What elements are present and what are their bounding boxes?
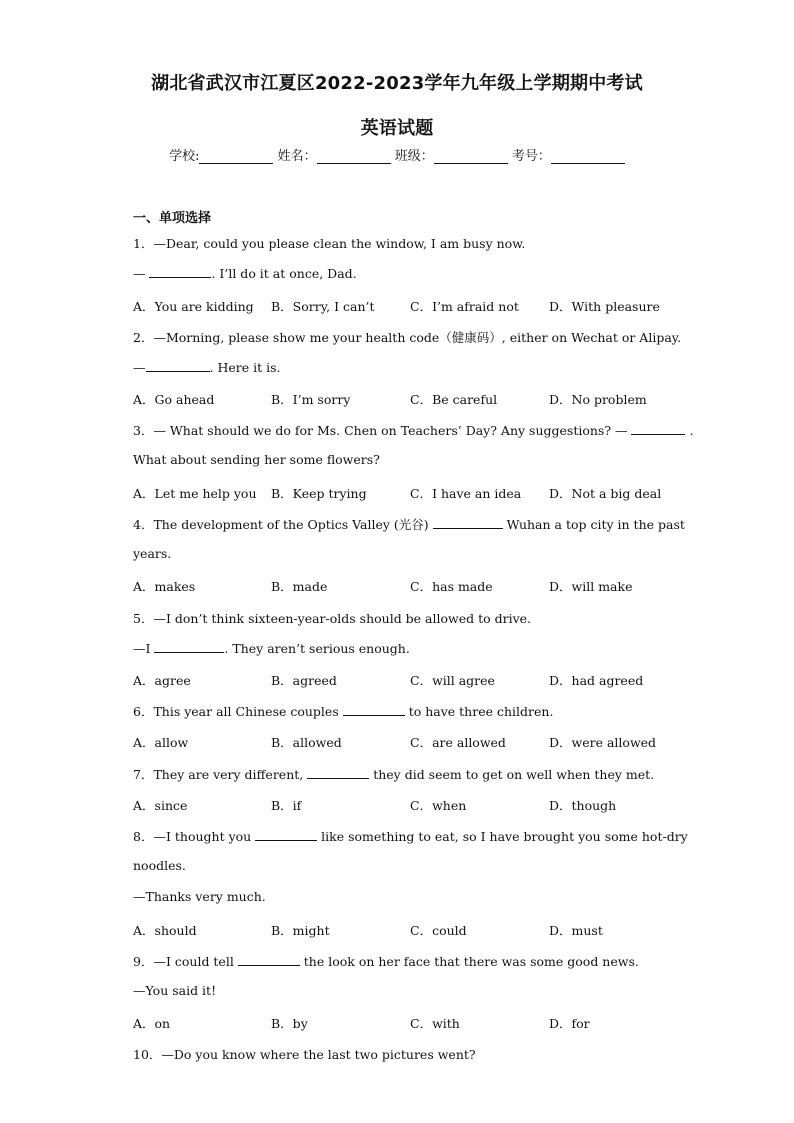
option-c[interactable]: C．I have an idea — [410, 486, 522, 501]
option-a[interactable]: A．agree — [133, 673, 191, 688]
number-label: 考号： — [511, 149, 551, 164]
option-b[interactable]: B．I’m sorry — [271, 392, 351, 407]
answer-blank — [146, 359, 210, 372]
answer-blank — [433, 516, 503, 529]
option-b[interactable]: B．Keep trying — [271, 486, 367, 501]
option-b[interactable]: B．allowed — [271, 735, 342, 750]
option-d[interactable]: D．must — [549, 923, 603, 938]
question-line: 7．They are very different, they did seem to get on well when they met. — [133, 767, 655, 782]
option-b[interactable]: B．agreed — [271, 673, 337, 688]
option-c[interactable]: C．with — [410, 1016, 460, 1031]
option-a[interactable]: A．You are kidding — [133, 299, 254, 314]
question-line: noodles. — [133, 858, 186, 873]
option-c[interactable]: C．are allowed — [410, 735, 506, 750]
option-a[interactable]: A．should — [133, 923, 197, 938]
question-line: 9．—I could tell the look on her face that there was some good news. — [133, 954, 639, 969]
question-line: 8．—I thought you like something to eat, so I have brought you some hot-dry — [133, 829, 688, 844]
answer-blank — [238, 953, 300, 966]
option-b[interactable]: B．by — [271, 1016, 308, 1031]
question-line: 6．This year all Chinese couples to have three children. — [133, 704, 554, 719]
question-line: —I . They aren’t serious enough. — [133, 641, 410, 656]
option-a[interactable]: A．since — [133, 798, 188, 813]
option-a[interactable]: A．Go ahead — [133, 392, 215, 407]
name-field[interactable] — [317, 150, 391, 164]
question-line: — . I’ll do it at once, Dad. — [133, 266, 357, 281]
option-d[interactable]: D．will make — [549, 579, 633, 594]
option-d[interactable]: D．had agreed — [549, 673, 644, 688]
school-label: 学校: — [169, 149, 200, 164]
page-title: 湖北省武汉市江夏区2022-2023学年九年级上学期期中考试 — [151, 73, 643, 94]
answer-blank — [149, 265, 211, 278]
question-line: —Thanks very much. — [133, 889, 266, 904]
option-c[interactable]: C．when — [410, 798, 467, 813]
page-subtitle: 英语试题 — [360, 118, 434, 139]
option-d[interactable]: D．Not a big deal — [549, 486, 662, 501]
option-b[interactable]: B．might — [271, 923, 330, 938]
answer-blank — [307, 766, 369, 779]
answer-blank — [154, 640, 224, 653]
question-line: 2．—Morning, please show me your health code（健康码）, either on Wechat or Alipay. — [133, 330, 682, 345]
option-a[interactable]: A．makes — [133, 579, 196, 594]
name-label: 姓名： — [277, 149, 317, 164]
option-d[interactable]: D．No problem — [549, 392, 647, 407]
question-line: 10．—Do you know where the last two pictures went? — [133, 1047, 476, 1062]
question-line: 4．The development of the Optics Valley (光谷) Wuhan a top city in the past — [133, 517, 685, 532]
option-d[interactable]: D．though — [549, 798, 617, 813]
student-info-row — [0, 145, 794, 164]
option-d[interactable]: D．With pleasure — [549, 299, 660, 314]
option-b[interactable]: B．if — [271, 798, 302, 813]
question-line: 3．— What should we do for Ms. Chen on Teachers’ Day? Any suggestions? — . — [133, 423, 694, 438]
answer-blank — [255, 828, 317, 841]
number-field[interactable] — [551, 150, 625, 164]
option-b[interactable]: B．Sorry, I can’t — [271, 299, 375, 314]
question-line: — . Here it is. — [133, 360, 281, 375]
option-b[interactable]: B．made — [271, 579, 328, 594]
class-field[interactable] — [434, 150, 508, 164]
option-c[interactable]: C．has made — [410, 579, 493, 594]
answer-blank — [343, 703, 405, 716]
option-a[interactable]: A．on — [133, 1016, 171, 1031]
question-line: What about sending her some flowers? — [133, 452, 380, 467]
class-label: 班级： — [394, 149, 434, 164]
option-a[interactable]: A．allow — [133, 735, 189, 750]
option-a[interactable]: A．Let me help you — [133, 486, 257, 501]
question-line: years. — [133, 546, 172, 561]
section-title: 一、单项选择 — [133, 211, 212, 226]
option-c[interactable]: C．Be careful — [410, 392, 498, 407]
option-d[interactable]: D．for — [549, 1016, 590, 1031]
option-d[interactable]: D．were allowed — [549, 735, 657, 750]
question-line: —You said it! — [133, 983, 217, 998]
option-c[interactable]: C．will agree — [410, 673, 495, 688]
option-c[interactable]: C．could — [410, 923, 467, 938]
option-c[interactable]: C．I’m afraid not — [410, 299, 519, 314]
question-line: 1．—Dear, could you please clean the window, I am busy now. — [133, 236, 526, 251]
answer-blank — [631, 422, 685, 435]
school-field[interactable] — [199, 150, 273, 164]
question-line: 5．—I don’t think sixteen-year-olds should be allowed to drive. — [133, 611, 532, 626]
